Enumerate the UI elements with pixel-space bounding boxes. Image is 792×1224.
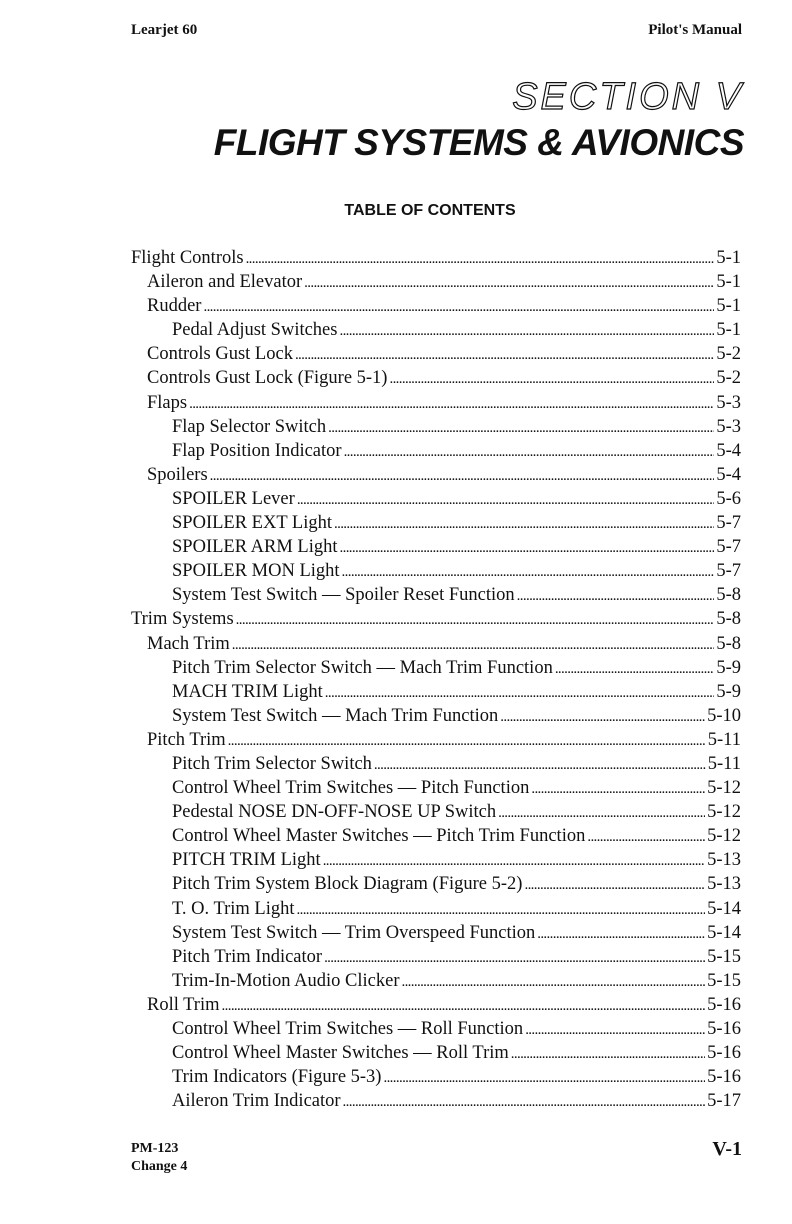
toc-heading: TABLE OF CONTENTS [344, 202, 516, 219]
toc-leader-dots [328, 415, 714, 440]
toc-entry-page: 5-4 [716, 440, 741, 461]
toc-entry-title: Aileron Trim Indicator [172, 1091, 341, 1112]
header-manual-model: Learjet 60 [131, 22, 198, 38]
toc-entry-page: 5-14 [707, 898, 741, 919]
toc-entry-title: Pitch Trim Selector Switch [172, 753, 372, 774]
toc-entry [131, 921, 741, 945]
toc-entry [131, 439, 741, 463]
page-title: FLIGHT SYSTEMS & AVIONICS [213, 122, 744, 163]
toc-entry [131, 270, 741, 294]
toc-entry [131, 776, 741, 800]
toc-entry-title: Flight Controls [131, 248, 244, 268]
toc-entry-title: Pitch Trim Indicator [172, 946, 323, 967]
toc-leader-dots [587, 824, 705, 849]
toc-entry [131, 897, 741, 921]
toc-entry-title: T. O. Trim Light [172, 898, 295, 919]
toc-entry-title: System Test Switch — Mach Trim Function [172, 705, 499, 726]
toc-leader-dots [524, 872, 705, 897]
toc-entry-title: Pitch Trim Selector Switch — Mach Trim Function [172, 657, 553, 678]
toc-leader-dots [344, 439, 715, 464]
toc-entry-page: 5-14 [707, 922, 741, 943]
toc-leader-dots [222, 993, 706, 1018]
toc-leader-dots [297, 897, 706, 922]
toc-entry-page: 5-15 [707, 946, 741, 967]
toc-entry-page: 5-8 [716, 633, 741, 654]
toc-entry-page: 5-1 [716, 296, 741, 317]
toc-entry [131, 607, 741, 631]
toc-entry [131, 318, 741, 342]
toc-entry [131, 824, 741, 848]
toc-leader-dots [246, 246, 715, 271]
toc-entry-page: 5-1 [716, 272, 741, 293]
toc-leader-dots [374, 752, 706, 777]
toc-entry-page: 5-13 [707, 850, 741, 871]
toc-leader-dots [324, 945, 705, 970]
toc-leader-dots [304, 270, 714, 295]
toc-entry-title: Flap Position Indicator [172, 440, 342, 461]
toc-leader-dots [203, 294, 714, 319]
toc-entry-title: Aileron and Elevator [147, 272, 303, 293]
toc-leader-dots [517, 583, 715, 608]
toc-entry [131, 559, 741, 583]
toc-leader-dots [228, 728, 706, 753]
toc-entry-page: 5-2 [716, 344, 741, 365]
toc-entry-page: 5-9 [716, 681, 741, 702]
toc-entry [131, 1017, 741, 1041]
toc-entry-title: Rudder [147, 296, 202, 317]
toc-entry-page: 5-13 [707, 874, 741, 895]
toc-entry [131, 752, 741, 776]
toc-entry [131, 704, 741, 728]
toc-entry-title: Trim Systems [131, 609, 234, 630]
toc-leader-dots [297, 487, 715, 512]
toc-leader-dots [389, 366, 714, 391]
toc-entry-title: Pitch Trim System Block Diagram (Figure 5-2) [172, 874, 523, 895]
toc-entry [131, 415, 741, 439]
toc-entry-title: System Test Switch — Spoiler Reset Function [172, 585, 515, 606]
footer-doc-id: PM-123 [131, 1141, 179, 1156]
toc-entry-page: 5-17 [707, 1091, 741, 1112]
toc-leader-dots [323, 848, 705, 873]
toc-leader-dots [236, 607, 715, 632]
toc-entry [131, 1041, 741, 1065]
toc-entry-title: Pedal Adjust Switches [172, 320, 338, 341]
toc-entry [131, 945, 741, 969]
toc-leader-dots [531, 776, 705, 801]
toc-entry-title: Control Wheel Master Switches — Pitch Trim Function [172, 826, 586, 847]
toc-entry-title: Mach Trim [147, 633, 230, 654]
toc-entry [131, 969, 741, 993]
toc-leader-dots [334, 511, 714, 536]
toc-entry-page: 5-15 [707, 970, 741, 991]
toc-entry-page: 5-16 [707, 1067, 741, 1088]
section-label: SECTION V [512, 76, 744, 118]
toc-entry-title: SPOILER ARM Light [172, 537, 338, 558]
toc-leader-dots [342, 559, 715, 584]
toc-entry [131, 800, 741, 824]
toc-leader-dots [340, 535, 715, 560]
toc-entry [131, 463, 741, 487]
toc-entry [131, 728, 741, 752]
toc-entry-page: 5-7 [716, 513, 741, 534]
toc-entry-page: 5-10 [707, 705, 741, 726]
toc-leader-dots [189, 391, 714, 416]
toc-entry [131, 848, 741, 872]
table-of-contents [131, 246, 741, 1113]
toc-entry-title: Trim Indicators (Figure 5-3) [172, 1067, 382, 1088]
toc-entry [131, 872, 741, 896]
toc-entry-title: System Test Switch — Trim Overspeed Function [172, 922, 536, 943]
toc-entry-page: 5-16 [707, 994, 741, 1015]
toc-leader-dots [537, 921, 705, 946]
toc-entry [131, 342, 741, 366]
toc-entry [131, 632, 741, 656]
toc-entry-page: 5-12 [707, 802, 741, 823]
toc-entry-page: 5-8 [716, 585, 741, 606]
toc-entry-page: 5-3 [716, 392, 741, 413]
toc-entry [131, 656, 741, 680]
footer-doc-info [131, 1140, 187, 1176]
toc-entry-page: 5-12 [707, 826, 741, 847]
toc-entry-title: Flaps [147, 392, 188, 413]
toc-entry-page: 5-2 [716, 368, 741, 389]
toc-entry [131, 1089, 741, 1113]
toc-entry-title: Control Wheel Master Switches — Roll Trim [172, 1043, 509, 1064]
toc-entry-title: Pedestal NOSE DN-OFF-NOSE UP Switch [172, 802, 497, 823]
toc-entry-page: 5-9 [716, 657, 741, 678]
toc-leader-dots [498, 800, 705, 825]
toc-entry-page: 5-4 [716, 464, 741, 485]
toc-entry-page: 5-11 [707, 753, 741, 774]
footer-page-number: V-1 [712, 1138, 742, 1160]
toc-entry [131, 487, 741, 511]
toc-entry-page: 5-7 [716, 537, 741, 558]
toc-leader-dots [511, 1041, 705, 1066]
toc-entry-page: 5-16 [707, 1019, 741, 1039]
toc-entry [131, 535, 741, 559]
toc-leader-dots [500, 704, 705, 729]
toc-entry-title: Pitch Trim [147, 729, 226, 750]
toc-entry [131, 391, 741, 415]
toc-leader-dots [210, 463, 715, 488]
toc-entry-page: 5-11 [707, 729, 741, 750]
toc-entry [131, 680, 741, 704]
toc-entry [131, 583, 741, 607]
toc-entry [131, 294, 741, 318]
header-manual-type: Pilot's Manual [648, 22, 742, 38]
toc-entry-title: SPOILER MON Light [172, 561, 340, 582]
toc-leader-dots [401, 969, 705, 994]
toc-entry [131, 993, 741, 1017]
toc-leader-dots [343, 1089, 706, 1114]
toc-entry-title: SPOILER EXT Light [172, 513, 332, 534]
toc-entry-title: Control Wheel Trim Switches — Pitch Function [172, 778, 530, 799]
toc-leader-dots [555, 656, 715, 681]
toc-entry [131, 511, 741, 535]
toc-entry-page: 5-7 [716, 561, 741, 582]
toc-entry-page: 5-6 [716, 488, 741, 509]
toc-leader-dots [325, 680, 715, 705]
toc-entry-page: 5-16 [707, 1043, 741, 1064]
toc-entry-page: 5-1 [716, 320, 741, 341]
toc-entry-title: Controls Gust Lock [147, 344, 293, 365]
toc-entry-title: Spoilers [147, 464, 208, 485]
toc-entry-page: 5-12 [707, 778, 741, 799]
toc-entry-page: 5-1 [716, 248, 741, 268]
toc-entry-title: Roll Trim [147, 994, 220, 1015]
toc-leader-dots [339, 318, 714, 343]
toc-leader-dots [525, 1017, 705, 1042]
toc-entry-page: 5-3 [716, 416, 741, 437]
toc-entry [131, 246, 741, 270]
toc-leader-dots [383, 1065, 705, 1090]
toc-entry-title: PITCH TRIM Light [172, 850, 321, 871]
toc-leader-dots [232, 632, 715, 657]
toc-entry-title: SPOILER Lever [172, 488, 295, 509]
toc-entry-page: 5-8 [716, 609, 741, 630]
toc-entry-title: Control Wheel Trim Switches — Roll Function [172, 1019, 524, 1039]
toc-entry-title: MACH TRIM Light [172, 681, 323, 702]
toc-leader-dots [295, 342, 714, 367]
toc-entry [131, 366, 741, 390]
toc-entry-title: Trim-In-Motion Audio Clicker [172, 970, 400, 991]
footer-change: Change 4 [131, 1159, 188, 1174]
toc-entry-title: Flap Selector Switch [172, 416, 327, 437]
toc-entry-title: Controls Gust Lock (Figure 5-1) [147, 368, 388, 389]
toc-entry [131, 1065, 741, 1089]
